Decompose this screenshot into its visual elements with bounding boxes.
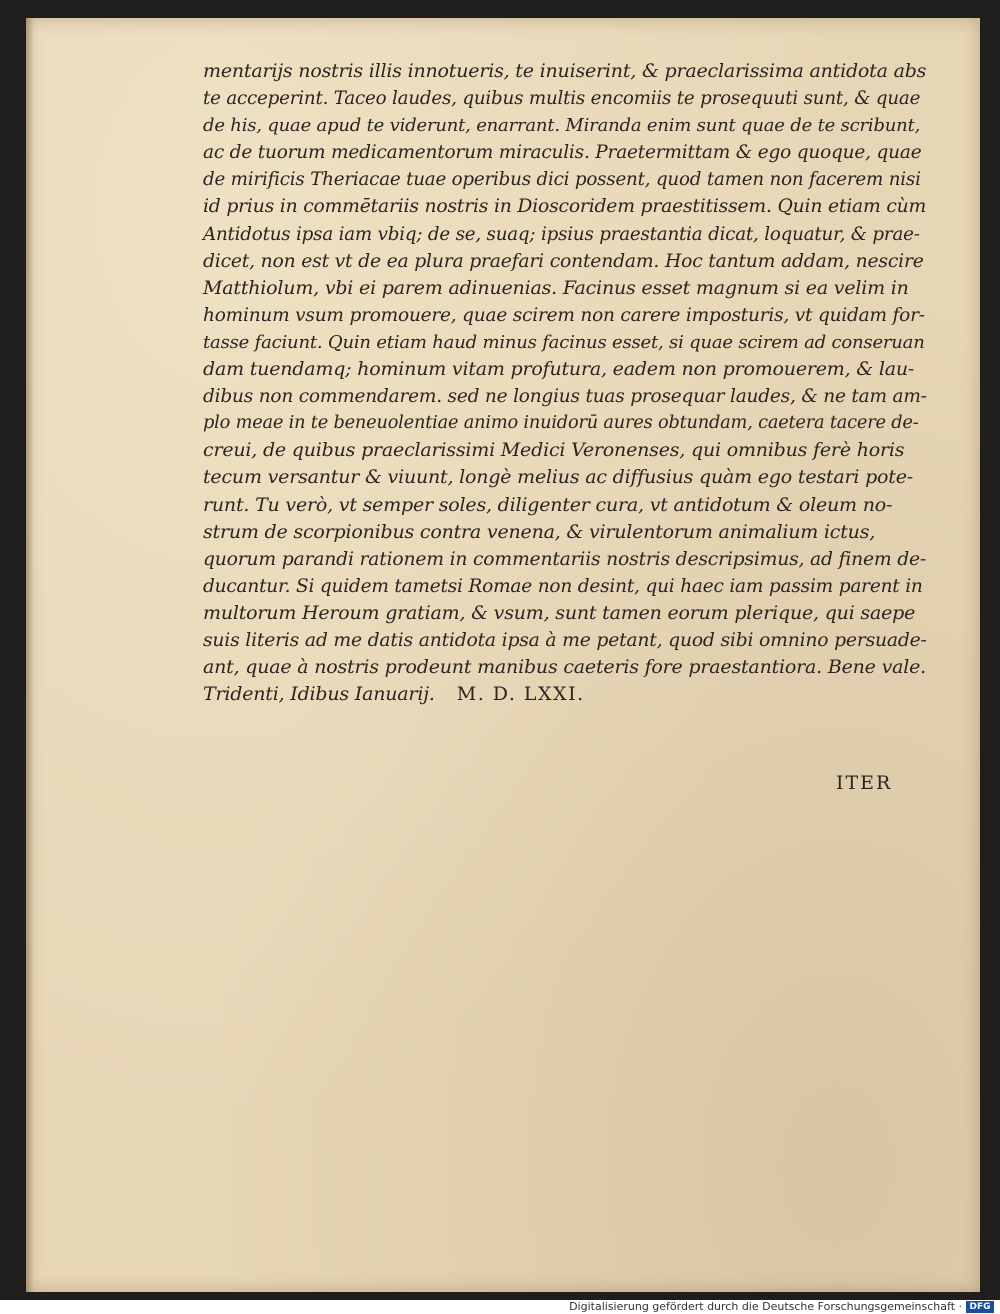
text-line: dam tuendamq; hominum vitam profutura, eadem non promouerem, & lau-: [203, 358, 915, 381]
dateline-place: Tridenti, Idibus Ianuarij.: [203, 683, 435, 706]
dateline: [203, 681, 928, 708]
text-line: suis literis ad me datis antidota ipsa à me petant, quod sibi omnino persuade-: [203, 629, 927, 651]
text-line: creui, de quibus praeclarissimi Medici Veronenses, qui omnibus ferè horis: [203, 439, 905, 462]
text-line: ant, quae à nostris prodeunt manibus caeteris fore praestantiora. Bene vale.: [203, 656, 926, 679]
dateline-year: M. D. LXXI.: [456, 683, 585, 706]
page-gutter-shadow: [26, 18, 34, 1292]
text-line: multorum Heroum gratiam, & vsum, sunt tamen eorum plerique, qui saepe: [203, 601, 916, 624]
text-line: dicet, non est vt de ea plura praefari contendam. Hoc tantum addam, nescire: [203, 250, 924, 272]
text-line: mentarijs nostris illis innotueris, te inuiserint, & praeclarissima antidota abs: [203, 60, 927, 82]
catchword: ITER: [836, 772, 893, 794]
dfg-logo: DFG: [966, 1301, 994, 1313]
text-line: hominum vsum promouere, quae scirem non carere imposturis, vt quidam for-: [203, 304, 925, 326]
text-line: plo meae in te beneuolentiae animo inuidorū aures obtundam, caetera tacere de-: [203, 413, 919, 434]
text-line: strum de scorpionibus contra venena, & virulentorum animalium ictus,: [203, 520, 876, 543]
text-line: ducantur. Si quidem tametsi Romae non desint, qui haec iam passim parent in: [203, 575, 923, 597]
text-line: te acceperint. Taceo laudes, quibus multis encomiis te prosequuti sunt, & quae: [203, 88, 921, 110]
text-line: tasse faciunt. Quin etiam haud minus facinus esset, si quae scirem ad conseruan: [203, 331, 925, 353]
text-line: dibus non commendarem. sed ne longius tuas prosequar laudes, & ne tam am-: [203, 386, 927, 408]
text-line: id prius in commētariis nostris in Dioscoridem praestitissem. Quin etiam cùm: [203, 196, 927, 218]
footer-bar: [0, 1300, 1000, 1314]
latin-body-text: [203, 58, 928, 708]
text-line: Matthiolum, vbi ei parem adinuenias. Facinus esset magnum si ea velim in: [203, 276, 909, 299]
footer-credit: Digitalisierung gefördert durch die Deutsche Forschungsgemeinschaft ·: [569, 1300, 962, 1313]
text-line: de his, quae apud te viderunt, enarrant. Miranda enim sunt quae de te scribunt,: [203, 115, 921, 137]
text-line: runt. Tu verò, vt semper soles, diligenter cura, vt antidotum & oleum no-: [203, 493, 893, 516]
text-line: de mirificis Theriacae tuae operibus dici possent, quod tamen non facerem nisi: [203, 169, 921, 191]
text-line: quorum parandi rationem in commentariis nostris descripsimus, ad finem de-: [203, 548, 927, 570]
text-line: ac de tuorum medicamentorum miraculis. Praetermittam & ego quoque, quae: [203, 142, 922, 164]
text-line: tecum versantur & viuunt, longè melius ac diffusius quàm ego testari pote-: [203, 466, 913, 489]
text-line: Antidotus ipsa iam vbiq; de se, suaq; ipsius praestantia dicat, loquatur, & prae-: [203, 223, 920, 245]
